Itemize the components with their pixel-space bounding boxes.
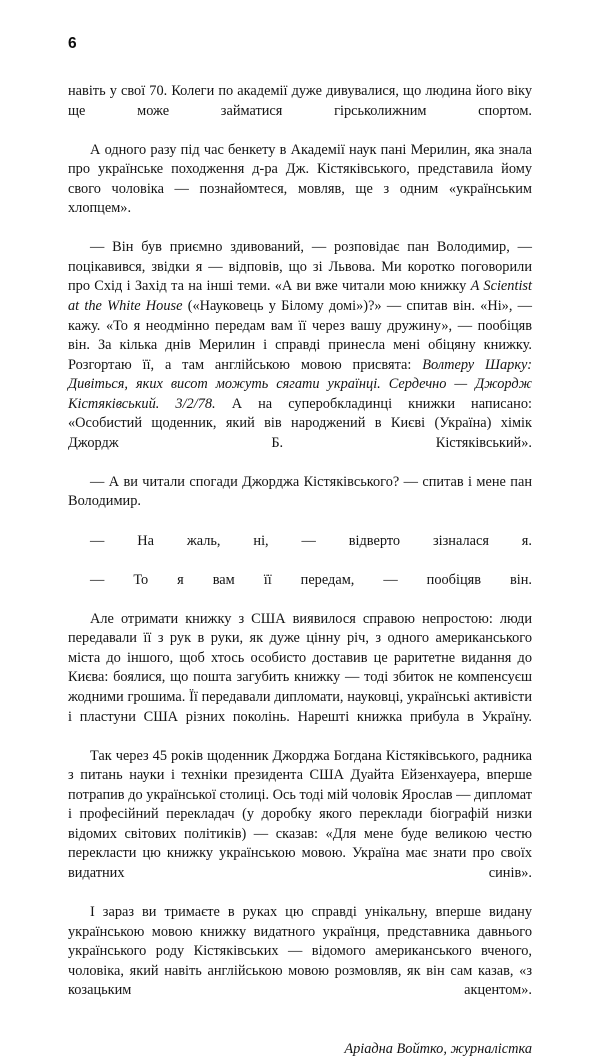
paragraph <box>68 532 532 571</box>
byline-attribution: Аріадна Войтко, журналістка <box>344 1040 532 1057</box>
text-run: А одного разу під час бенкету в Академії наук пані Мерилин, яка знала про українське походження д-ра Дж. Кістяківського, представила йому свого чоловіка — познайомтеся, мовляв, ще з одним «українським хлопцем». <box>68 141 532 217</box>
text-run: Так через 45 років щоденник Джорджа Богдана Кістяківського, радника з питань науки і техніки президента США Дуайта Ейзенхауера, вперше потрапив до української столиці. Ось тоді мій чоловік Ярослав — дипломат і професійний перекладач (у доробку якого переклади біографій низки відомих світових політиків) — сказав: «Для мене буде великою честю перекласти цю книжку українською мовою. Україна має знати про своїх видатних синів». <box>68 747 532 881</box>
paragraph <box>68 141 532 239</box>
text-run: — Він був приємно здивований, — розповідає пан Володимир, — поцікавився, звідки я — відповів, що зі Львова. Ми коротко поговорили про Схід і Захід та на інші теми. «А ви вже читали мою книжку <box>68 239 532 295</box>
text-run: І зараз ви тримаєте в руках цю справді унікальну, вперше видану українською мовою книжку видатного українця, представника давнього українського роду Кістяківських — відомого американського вченого, чоловіка, який навіть англійською мовою розмовляв, як він сам казав, «з козацьким акцентом». <box>68 903 532 999</box>
text-run: — То я вам її передам, — пообіцяв він. <box>90 571 532 588</box>
text-run: Але отримати книжку з США виявилося справою непростою: люди передавали її з рук в руки, як дуже цінну річ, з одного американського міста до іншого, щоб хтось особисто доставив це раритетне видання до Києва: боялися, що пошта загубить книжку — тоді збиток не компенсуєш жодними грошима. Її передавали дипломати, науковці, українські активісти і пластуни США різних поколінь. Нарешті книжка прибула в Україну. <box>68 610 532 725</box>
text-block <box>68 82 532 1059</box>
italic-run: Волтеру Шарку: Дивіться, яких висот можуть сягати українці. Сердечно — Джордж Кістяківський. 3/2/78. <box>68 356 533 412</box>
paragraph <box>68 473 532 532</box>
text-run: — А ви читали спогади Джорджа Кістяківського? — спитав і мене пан Володимир. <box>68 473 532 510</box>
paragraph <box>68 82 532 141</box>
text-run: — На жаль, ні, — відверто зізналася я. <box>90 532 532 549</box>
text-run: А на суперобкладинці книжки написано: «Особистий щоденник, який вів народжений в Києві (Україна) хімік Джордж Б. Кістяківський». <box>68 395 532 451</box>
paragraph <box>68 903 532 1020</box>
paragraph <box>68 571 532 610</box>
page-number: 6 <box>68 35 77 52</box>
paragraph <box>68 610 532 747</box>
paragraph <box>68 238 532 473</box>
italic-run: A Scientist at the White House <box>68 278 533 315</box>
text-run: («Науковець у Білому домі»)?» — спитав він. «Ні», — кажу. «То я неодмінно передам вам її через вашу дружину», — пообіцяв він. За кілька днів Мерилин і справді принесла мені обіцяну книжку. Розгортаю її, а там англійською мовою присвята: <box>68 298 533 373</box>
text-run: навіть у свої 70. Колеги по академії дуже дивувалися, що людина його віку ще може займатися гірськолижним спортом. <box>68 83 532 119</box>
paragraph <box>68 747 532 903</box>
